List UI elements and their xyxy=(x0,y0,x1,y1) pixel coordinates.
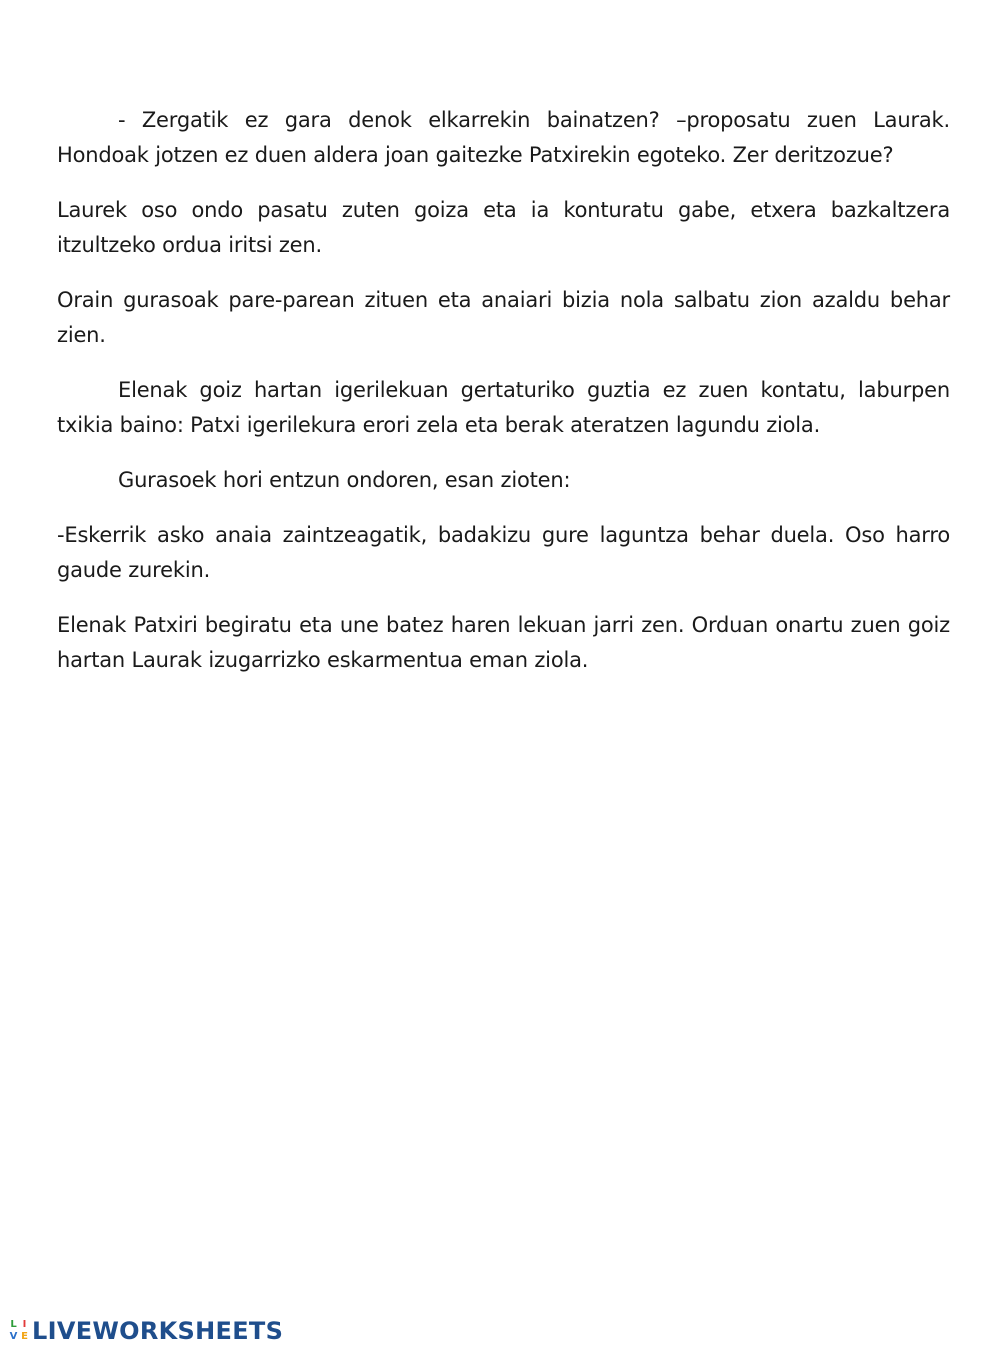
paragraph-5: Gurasoek hori entzun ondoren, esan zioten: xyxy=(118,468,571,492)
logo-letter-v: V xyxy=(9,1331,18,1342)
logo-letter-l: L xyxy=(10,1319,17,1330)
logo-letter-e: E xyxy=(21,1331,28,1342)
liveworksheets-logo-text: LIVEWORKSHEETS xyxy=(32,1317,284,1345)
liveworksheets-logo-icon xyxy=(8,1319,30,1343)
paragraph-3: Orain gurasoak pare-parean zituen eta anaiari bizia nola salbatu zion azaldu behar zien. xyxy=(57,288,950,347)
paragraph-2: Laurek oso ondo pasatu zuten goiza eta ia konturatu gabe, etxera bazkaltzera itzultzeko ordua iritsi zen. xyxy=(57,198,950,257)
paragraph-7: Elenak Patxiri begiratu eta une batez haren lekuan jarri zen. Orduan onartu zuen goiz hartan Laurak izugarrizko eskarmentua eman ziola. xyxy=(57,613,950,672)
liveworksheets-logo[interactable] xyxy=(8,1316,283,1346)
paragraph-6: -Eskerrik asko anaia zaintzeagatik, badakizu gure laguntza behar duela. Oso harro gaude zurekin. xyxy=(57,523,950,582)
paragraph-4: Elenak goiz hartan igerilekuan gertaturiko guztia ez zuen kontatu, laburpen txikia baino: Patxi igerilekura erori zela eta berak ateratzen lagundu ziola. xyxy=(57,378,950,437)
paragraph-1: - Zergatik ez gara denok elkarrekin bainatzen? –proposatu zuen Laurak. Hondoak jotzen ez duen aldera joan gaitezke Patxirekin egoteko. Zer deritzozue? xyxy=(57,108,950,167)
worksheet-page xyxy=(57,103,950,698)
logo-letter-i: I xyxy=(22,1319,27,1330)
